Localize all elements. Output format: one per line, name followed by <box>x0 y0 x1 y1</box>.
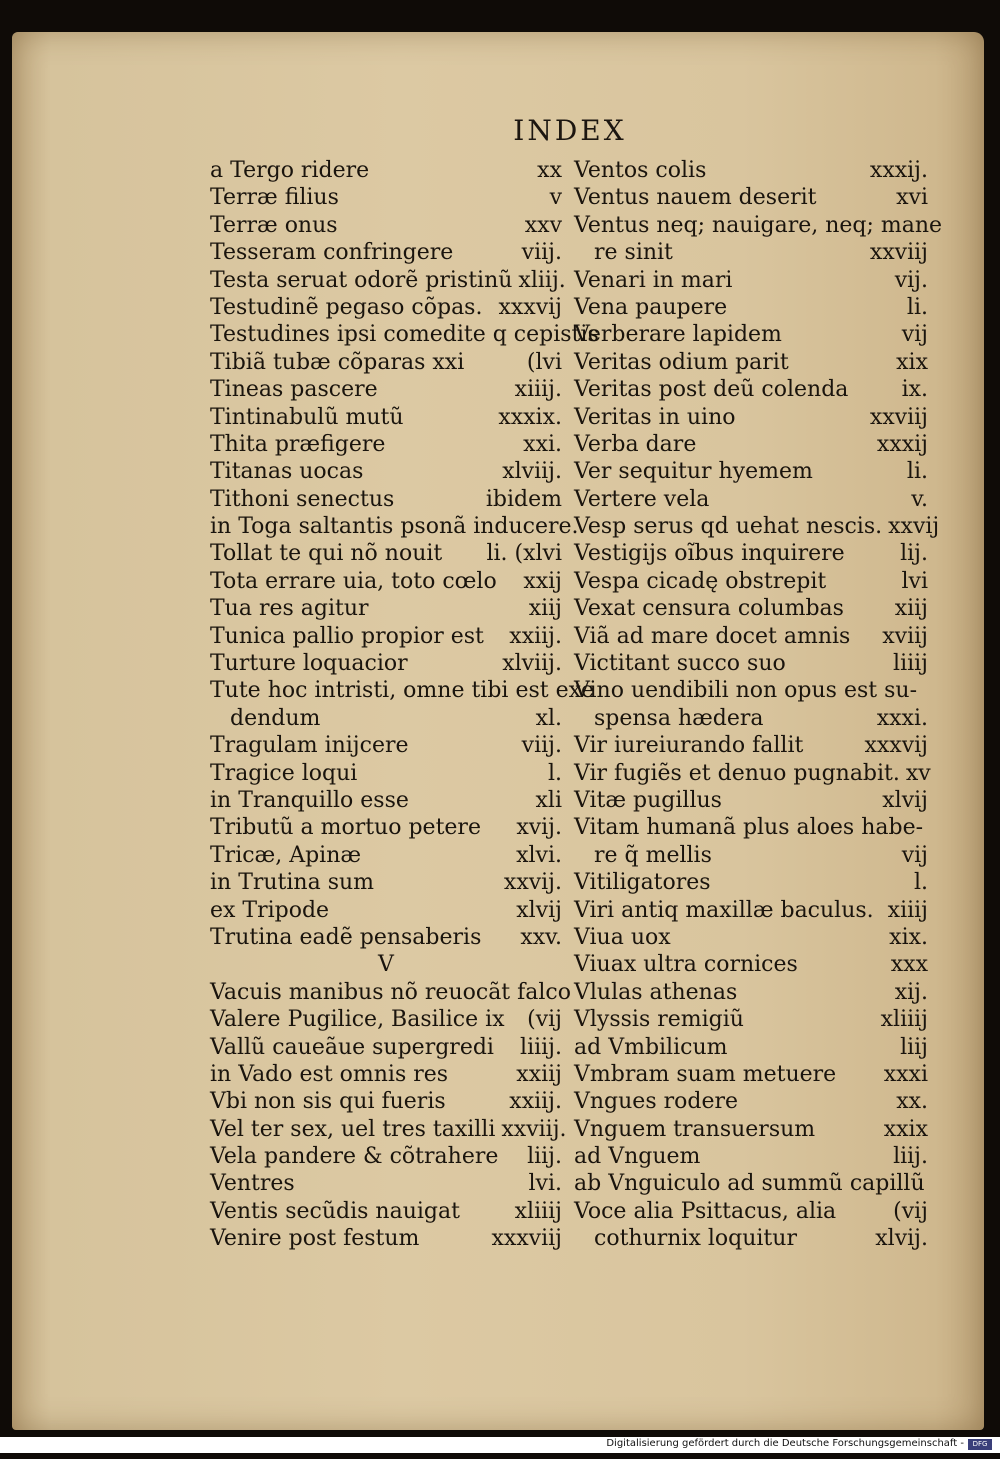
index-reference: liiij. <box>520 1034 562 1060</box>
index-reference: xlvij <box>516 897 562 923</box>
index-entry <box>210 541 562 568</box>
index-reference: xxxij. <box>869 158 928 183</box>
index-entry <box>210 1035 562 1062</box>
index-term: Veritas post deũ colenda <box>574 377 849 403</box>
index-entry <box>574 212 943 240</box>
index-column-left <box>210 158 599 1254</box>
index-entry <box>574 240 928 267</box>
index-term: Vnguem transuersum <box>574 1116 816 1142</box>
index-entry <box>574 459 928 486</box>
index-term: Tibiã tubæ cõparas xxi <box>210 349 465 375</box>
index-term: Terræ onus <box>210 212 338 238</box>
index-reference: v. <box>911 486 928 512</box>
index-reference: xlviij. <box>502 651 562 677</box>
index-reference: lij. <box>900 541 928 567</box>
index-reference: xxi. <box>523 431 562 457</box>
index-reference: viij. <box>521 733 562 759</box>
index-entry <box>574 1062 928 1089</box>
index-term: Vngues rodere <box>574 1089 739 1115</box>
index-entry <box>574 295 928 322</box>
page-title: INDEX <box>513 114 627 147</box>
index-entry <box>210 815 562 842</box>
index-entry <box>210 1007 562 1034</box>
index-term: Vitam humanã plus aloes habe- <box>574 815 924 841</box>
index-reference: xij. <box>894 979 928 1005</box>
index-term: Tragulam inijcere <box>210 733 409 759</box>
index-entry <box>210 1062 562 1089</box>
index-reference: l. <box>547 760 562 786</box>
index-entry <box>574 788 928 815</box>
index-entry <box>574 350 928 377</box>
index-term: ad Vnguem <box>574 1144 701 1170</box>
index-entry <box>210 706 562 733</box>
index-entry <box>574 1007 928 1034</box>
index-term: in Vado est omnis res <box>210 1061 449 1087</box>
index-entry <box>210 1199 562 1226</box>
index-reference: ibidem <box>485 486 562 512</box>
index-term: cothurnix loquitur <box>594 1226 797 1252</box>
index-term: Ventos colis <box>574 158 707 183</box>
index-entry <box>210 898 562 925</box>
index-term: Tota errare uia, toto cœlo <box>210 568 497 594</box>
index-entry <box>210 569 562 596</box>
index-entry <box>210 432 562 459</box>
index-entry <box>210 651 562 678</box>
index-reference: li. <box>906 294 928 320</box>
index-reference: xx <box>537 158 562 183</box>
index-entry <box>210 1089 562 1116</box>
index-term: re sinit <box>594 240 673 266</box>
index-entry <box>210 788 562 815</box>
index-entry <box>574 678 928 705</box>
index-entry <box>210 733 562 760</box>
index-term: Venari in mari <box>574 267 733 293</box>
index-entry <box>574 898 928 925</box>
index-reference: (vij <box>527 1007 562 1033</box>
index-entry <box>574 541 928 568</box>
index-term: ab Vnguiculo ad summũ capillũ <box>574 1171 925 1197</box>
index-term: V <box>378 952 394 978</box>
index-entry <box>574 1199 928 1226</box>
index-term: Victitant succo suo <box>574 651 786 677</box>
index-entry <box>574 925 928 952</box>
index-term: dendum <box>230 705 321 731</box>
index-entry <box>574 405 928 432</box>
index-reference: xviij <box>882 623 928 649</box>
credit-text: Digitalisierung gefördert durch die Deutsche Forschungsgemeinschaft - <box>606 1438 964 1449</box>
index-reference: vij <box>901 322 928 348</box>
index-entry <box>574 651 928 678</box>
index-reference: xxviij. <box>501 1116 567 1142</box>
index-reference: xiiij. <box>514 377 562 403</box>
index-entry <box>574 1171 928 1198</box>
index-term: Vir fugiẽs et denuo pugnabit. <box>574 760 900 786</box>
index-term: Vel ter sex, uel tres taxilli <box>210 1116 496 1142</box>
index-term: Tragice loqui <box>210 760 358 786</box>
index-reference: liij <box>900 1034 928 1060</box>
index-entry <box>574 487 928 514</box>
index-entry <box>574 1089 928 1116</box>
index-reference: xliiij <box>514 1198 562 1224</box>
index-term: re q̃ mellis <box>594 842 712 868</box>
index-reference: li. (xlvi <box>486 541 562 567</box>
index-entry <box>210 267 566 295</box>
index-term: Tithoni senectus <box>210 486 395 512</box>
index-reference: vij. <box>894 267 928 293</box>
index-term: Viã ad mare docet amnis <box>574 623 851 649</box>
index-reference: liij. <box>893 1144 928 1170</box>
index-reference: viij. <box>521 240 562 266</box>
index-entry <box>210 377 562 404</box>
index-reference: xl. <box>535 705 562 731</box>
index-reference: lvi <box>901 568 928 594</box>
index-term: Vespa cicadę obstrepit <box>574 568 827 594</box>
index-term: Viua uox <box>574 924 671 950</box>
index-reference: xvi <box>896 185 928 211</box>
index-reference: xxv <box>524 212 562 238</box>
index-term: Vexat censura columbas <box>574 596 844 622</box>
index-reference: xix <box>896 349 928 375</box>
index-term: Trutina eadẽ pensaberis <box>210 924 482 950</box>
index-reference: xxiij. <box>509 1089 562 1115</box>
index-entry <box>210 979 572 1007</box>
index-entry <box>210 322 599 349</box>
index-reference: xxxvij <box>498 294 562 320</box>
index-reference: xli <box>535 787 562 813</box>
index-entry <box>210 1171 562 1198</box>
index-entry <box>574 870 928 897</box>
index-entry <box>210 843 562 870</box>
index-term: Vestigijs oĩbus inquirere <box>574 541 845 567</box>
index-entry <box>210 295 562 322</box>
index-term: Ventres <box>210 1171 295 1197</box>
index-term: Turture loquacior <box>210 651 408 677</box>
index-entry <box>210 952 562 979</box>
index-reference: xlviij. <box>502 459 562 485</box>
index-term: Vmbram suam metuere <box>574 1061 837 1087</box>
index-reference: vij <box>901 842 928 868</box>
index-entry <box>574 1144 928 1171</box>
index-reference: xxix <box>883 1116 928 1142</box>
index-entry <box>574 432 928 459</box>
index-reference: xiiij <box>887 897 928 923</box>
index-reference: xxviij <box>869 404 928 430</box>
index-entry <box>210 678 595 705</box>
index-term: Veritas in uino <box>574 404 736 430</box>
index-reference: xxxij <box>876 431 928 457</box>
index-term: Vertere vela <box>574 486 710 512</box>
index-term: Ventus nauem deserit <box>574 185 817 211</box>
index-reference: xxviij <box>869 240 928 266</box>
index-reference: xxvij. <box>503 870 562 896</box>
index-entry <box>574 952 928 979</box>
index-entry <box>574 843 928 870</box>
index-term: Tricæ, Apinæ <box>210 842 362 868</box>
index-column-right <box>574 158 943 1254</box>
index-term: Vlulas athenas <box>574 979 738 1005</box>
index-reference: xxij <box>523 568 562 594</box>
index-term: Tunica pallio propior est <box>210 623 484 649</box>
index-entry <box>574 158 928 185</box>
index-entry <box>574 596 928 623</box>
index-reference: xxv. <box>520 924 562 950</box>
index-reference: lvi. <box>528 1171 562 1197</box>
index-term: Testa seruat odorẽ pristinũ <box>210 267 513 293</box>
index-term: Titanas uocas <box>210 459 364 485</box>
index-reference: xlvij <box>882 787 928 813</box>
index-term: in Toga saltantis psonã inducere. <box>210 514 579 540</box>
index-term: Voce alia Psittacus, alia <box>574 1198 837 1224</box>
index-term: Terræ filius <box>210 185 339 211</box>
index-reference: xxiij. <box>509 623 562 649</box>
index-term: a Tergo ridere <box>210 158 370 183</box>
index-entry <box>210 459 562 486</box>
index-reference: xliij. <box>518 267 566 293</box>
index-term: Vacuis manibus nõ reuocãt falco <box>210 979 572 1005</box>
index-term: Vbi non sis qui fueris <box>210 1089 446 1115</box>
index-term: Testudines ipsi comedite q cepistis <box>210 322 599 348</box>
index-reference: (vij <box>893 1198 928 1224</box>
index-term: Vitæ pugillus <box>574 787 722 813</box>
index-term: Viuax ultra cornices <box>574 952 798 978</box>
index-term: Ventus neq; nauigare, neq; mane <box>574 212 943 238</box>
index-reference: xxxi <box>883 1061 928 1087</box>
index-term: Verberare lapidem <box>574 322 782 348</box>
index-term: Vlyssis remigiũ <box>574 1007 744 1033</box>
index-term: Thita præfigere <box>210 431 386 457</box>
index-entry <box>574 377 928 404</box>
index-entry <box>574 569 928 596</box>
index-reference: xxiij <box>516 1061 562 1087</box>
index-reference: xxx <box>890 952 928 978</box>
index-term: in Tranquillo esse <box>210 787 409 813</box>
index-reference: xlvi. <box>516 842 562 868</box>
index-reference: xix. <box>889 924 928 950</box>
index-term: Vino uendibili non opus est su- <box>574 678 917 704</box>
index-entry <box>210 1226 562 1253</box>
dfg-logo: DFG <box>968 1439 992 1450</box>
index-term: Verba dare <box>574 431 697 457</box>
index-reference: xxxviij <box>491 1226 562 1252</box>
index-entry <box>574 322 928 349</box>
index-term: Viri antiq maxillæ baculus. <box>574 897 874 923</box>
index-term: Vesp serus qd uehat nescis. <box>574 514 883 540</box>
index-term: Tesseram confringere <box>210 240 454 266</box>
index-entry <box>574 1117 928 1144</box>
index-reference: xxxix. <box>498 404 562 430</box>
index-entry <box>210 1144 562 1171</box>
index-term: in Trutina sum <box>210 870 375 896</box>
index-term: Tineas pascere <box>210 377 378 403</box>
index-reference: xvij. <box>516 815 562 841</box>
index-reference: ix. <box>901 377 928 403</box>
index-entry <box>574 1226 928 1253</box>
index-reference: xv <box>905 760 931 786</box>
index-term: Vir iureiurando fallit <box>574 733 804 759</box>
index-entry <box>574 706 928 733</box>
index-entry <box>210 405 562 432</box>
index-term: Ver sequitur hyemem <box>574 459 813 485</box>
index-entry <box>210 761 562 788</box>
index-entry <box>210 158 562 185</box>
index-entry <box>210 596 562 623</box>
index-entry <box>574 185 928 212</box>
index-reference: liiij <box>893 651 928 677</box>
index-entry <box>574 980 928 1007</box>
index-reference: xx. <box>896 1089 928 1115</box>
index-entry <box>210 925 562 952</box>
index-reference: xxvij <box>888 514 940 540</box>
index-reference: xiij <box>528 596 562 622</box>
index-term: Vela pandere & cõtrahere <box>210 1144 499 1170</box>
index-reference: l. <box>913 870 928 896</box>
index-entry <box>210 514 579 541</box>
index-term: Veritas odium parit <box>574 349 789 375</box>
index-term: Tintinabulũ mutũ <box>210 404 404 430</box>
index-reference: xlvij. <box>875 1226 928 1252</box>
index-entry <box>210 1116 567 1144</box>
index-entry <box>574 268 928 295</box>
index-term: Vitiligatores <box>574 870 711 896</box>
digitization-credit-bar <box>0 1437 1000 1453</box>
index-term: Tute hoc intristi, omne tibi est exe <box>210 678 595 704</box>
index-entry <box>574 1035 928 1062</box>
index-entry <box>574 760 931 788</box>
index-entry <box>210 487 562 514</box>
index-entry <box>210 185 562 212</box>
index-term: Valere Pugilice, Basilice ix <box>210 1007 505 1033</box>
index-term: Ventis secũdis nauigat <box>210 1198 460 1224</box>
index-term: Tributũ a mortuo petere <box>210 815 481 841</box>
index-term: spensa hædera <box>594 705 764 731</box>
index-entry <box>210 624 562 651</box>
index-entry <box>210 870 562 897</box>
index-term: Vallũ caueãue supergredi <box>210 1034 494 1060</box>
index-term: Testudinẽ pegaso cõpas. <box>210 294 483 320</box>
index-entry <box>210 350 562 377</box>
index-entry <box>574 514 940 541</box>
index-reference: xiij <box>894 596 928 622</box>
index-entry <box>574 733 928 760</box>
index-reference: (lvi <box>526 349 562 375</box>
index-reference: v <box>549 185 562 211</box>
index-reference: li. <box>906 459 928 485</box>
index-entry <box>210 213 562 240</box>
index-entry <box>574 624 928 651</box>
index-term: Tua res agitur <box>210 596 369 622</box>
index-term: Tollat te qui nõ nouit <box>210 541 443 567</box>
index-reference: xxxvij <box>864 733 928 759</box>
index-term: Venire post festum <box>210 1226 420 1252</box>
index-term: ad Vmbilicum <box>574 1034 728 1060</box>
index-reference: xxxi. <box>876 705 928 731</box>
index-term: Vena paupere <box>574 294 728 320</box>
index-entry <box>574 815 928 842</box>
index-entry <box>210 240 562 267</box>
index-term: ex Tripode <box>210 897 330 923</box>
index-reference: xliiij <box>880 1007 928 1033</box>
index-reference: liij. <box>527 1144 562 1170</box>
